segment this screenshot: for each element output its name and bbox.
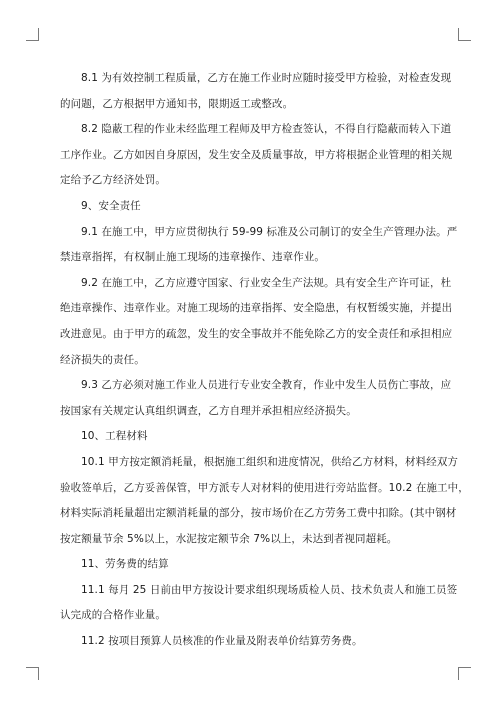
text-line: 材料实际消耗量超出定额消耗量的部分，按市场价在乙方劳务工费中扣除。(其中钢材 (60, 507, 457, 520)
text-line: 验收签单后，乙方妥善保管，甲方派专人对材料的使用进行旁站监督。10.2 在施工中， (60, 481, 469, 494)
text-line: 禁违章指挥，有权制止施工现场的违章操作、违章作业。 (60, 251, 325, 264)
text-line: 认完成的合格作业量。 (60, 609, 166, 622)
text-line: 8.2 隐蔽工程的作业未经监理工程师及甲方检查签认，不得自行隐蔽而转入下道 (81, 123, 452, 136)
crop-mark-top-right (458, 28, 471, 41)
text-line: 11.2 按项目预算人员核准的作业量及附表单价结算劳务费。 (81, 635, 363, 648)
text-line: 经济损失的责任。 (60, 353, 145, 366)
text-line: 改进意见。由于甲方的疏忽，发生的安全事故并不能免除乙方的安全责任和承担相应 (60, 327, 453, 340)
crop-mark-bottom-left (26, 667, 39, 680)
text-line: 9.2 在施工中，乙方应遵守国家、行业安全生产法规。具有安全生产许可证，杜 (81, 276, 452, 289)
text-line: 定给予乙方经济处罚。 (60, 174, 166, 187)
document-body (60, 66, 469, 655)
text-line: 11.1 每月 25 日前由甲方按设计要求组织现场质检人员、技术负责人和施工员签 (81, 583, 458, 596)
text-line: 的问题，乙方根据甲方通知书，限期返工或整改。 (60, 97, 294, 110)
text-line: 8.1 为有效控制工程质量，乙方在施工作业时应随时接受甲方检验，对检查发现 (81, 72, 452, 84)
text-line: 按国家有关规定认真组织调查，乙方自理并承担相应经济损失。 (60, 404, 357, 417)
text-line: 10、工程材料 (81, 430, 148, 443)
text-line: 9、安全责任 (81, 199, 141, 212)
text-line: 9.3 乙方必须对施工作业人员进行专业安全教育，作业中发生人员伤亡事故，应 (81, 379, 452, 392)
text-line: 11、劳务费的结算 (81, 558, 169, 571)
text-line: 绝违章操作、违章作业。对施工现场的违章指挥、安全隐患，有权暂缓实施，并提出 (60, 302, 453, 315)
text-line: 按定额量节余 5%以上，水泥按定额节余 7%以上，未达到者视同超耗。 (60, 532, 398, 545)
crop-mark-bottom-right (458, 667, 471, 680)
crop-mark-top-left (26, 28, 39, 41)
text-line: 工序作业。乙方如因自身原因，发生安全及质量事故，甲方将根据企业管理的相关规 (60, 148, 453, 161)
text-line: 9.1 在施工中，甲方应贯彻执行 59-99 标准及公司制订的安全生产管理办法。严 (81, 225, 458, 238)
text-line: 10.1 甲方按定额消耗量，根据施工组织和进度情况，供给乙方材料，材料经双方 (81, 455, 459, 468)
